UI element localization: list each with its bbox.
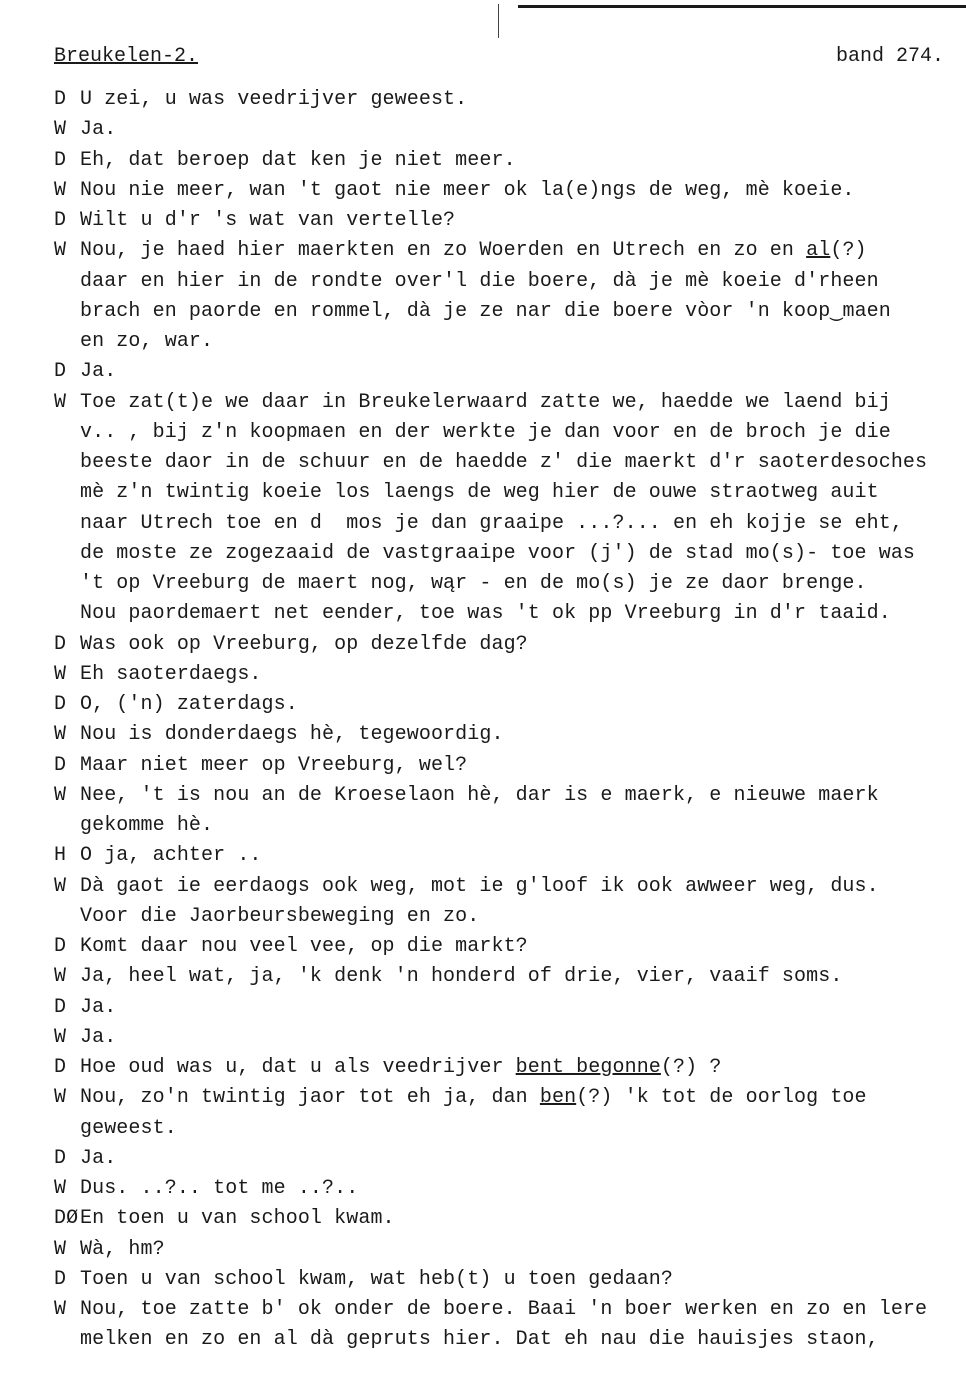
speaker-label: H [54, 844, 67, 868]
line-text-main: Komt daar nou veel vee, op die markt? [80, 935, 528, 958]
page-title: Breukelen-2. [54, 45, 199, 68]
transcript-line [54, 297, 954, 327]
line-text-main: Eh, dat beroep dat ken je niet meer. [80, 148, 516, 172]
speaker-label: W [54, 965, 67, 989]
speaker-label [54, 448, 80, 478]
transcript-line [54, 236, 954, 266]
transcript-line [54, 781, 954, 811]
line-text-main: Ja. [80, 995, 117, 1019]
speaker-label: W [54, 390, 67, 414]
line-text-main: en zo, war. [80, 330, 214, 353]
transcript-line [54, 357, 954, 387]
margin-tick [498, 4, 499, 38]
line-text-main: Maar niet meer op Vreeburg, wel? [80, 753, 468, 777]
speaker-label: D [54, 148, 67, 172]
transcript-line [54, 1083, 954, 1113]
line-text-main: Was ook op Vreeburg, op dezelfde dag? [80, 632, 528, 656]
speaker-label [54, 902, 80, 932]
line-text-main: beeste daor in de schuur en de haedde z' die maerkt d'r saoterdesoches [80, 451, 928, 474]
transcript-line [54, 872, 954, 902]
speaker-label: D [54, 1146, 67, 1170]
line-text-main: Wà, hm? [80, 1237, 165, 1261]
speaker-label [54, 267, 80, 297]
transcript-line [54, 327, 954, 357]
line-text-main: melken en zo en al dà gepruts hier. Dat eh nau die hauisjes staon, [80, 1328, 879, 1352]
speaker-label: W [54, 239, 67, 263]
line-text-main: Nou paordemaert net eender, toe was 't ok pp Vreeburg in d'r taaid. [80, 602, 891, 626]
line-text-main: En toen u van school kwam. [80, 1207, 395, 1231]
line-text-main: O ja, achter .. [80, 844, 262, 868]
speaker-label [54, 478, 80, 508]
line-text-tail: (?) 'k tot de oorlog toe [576, 1086, 867, 1110]
transcript-line [54, 720, 954, 750]
transcript-line [54, 418, 954, 448]
line-text-main: Nee, 't is nou an de Kroeselaon hè, dar is e maerk, e nieuwe maerk [80, 783, 879, 807]
speaker-label [54, 297, 80, 327]
underlined-word: ben [539, 1086, 577, 1110]
speaker-label [54, 1325, 80, 1355]
transcript-line [54, 841, 954, 871]
line-text [80, 478, 954, 508]
line-text-main: O, ('n) zaterdags. [80, 693, 298, 716]
line-text [80, 781, 954, 811]
line-text [80, 327, 954, 357]
line-text [80, 85, 954, 115]
line-text [80, 993, 954, 1023]
transcript-line [54, 569, 954, 599]
transcript-line [54, 176, 954, 206]
speaker-label: D [54, 995, 67, 1019]
line-text-main: Nou is donderdaegs hè, tegewoordig. [80, 723, 504, 747]
line-text [80, 1325, 954, 1355]
line-text-main: gekomme hè. [80, 814, 214, 837]
transcript-line [54, 993, 954, 1023]
line-text [80, 1265, 954, 1295]
line-text [80, 539, 954, 569]
line-text-main: Toen u van school kwam, wat heb(t) u toen gedaan? [80, 1267, 673, 1291]
speaker-label: D [54, 693, 67, 716]
line-text-main: 't op Vreeburg de maert nog, wąr - en de mo(s) je ze daor brenge. [80, 572, 867, 595]
line-text [80, 872, 954, 902]
speaker-label [54, 811, 80, 841]
line-text [80, 1235, 954, 1265]
line-text-main: Ja, heel wat, ja, 'k denk 'n honderd of drie, vier, vaaif soms. [80, 965, 843, 989]
line-text [80, 1295, 954, 1325]
line-text-main: Ja. [80, 360, 117, 384]
line-text-main: Eh saoterdaegs. [80, 662, 262, 686]
speaker-label: W [54, 1298, 67, 1321]
line-text-main: de moste ze zogezaaid de vastgraaipe voor (j') de stad mo(s)- toe was [80, 541, 916, 565]
line-text [80, 146, 954, 176]
transcript-line [54, 1325, 954, 1355]
line-text [80, 751, 954, 781]
transcript-line [54, 115, 954, 145]
line-text [80, 357, 954, 387]
transcript-line [54, 1295, 954, 1325]
transcript [54, 85, 954, 1356]
speaker-label: D [54, 632, 67, 656]
line-text [80, 236, 954, 266]
line-text-main: daar en hier in de rondte over'l die boere, dà je mè koeie d'rheen [80, 269, 879, 293]
speaker-label [54, 599, 80, 629]
speaker-label: DØ [54, 1207, 79, 1231]
speaker-label: D [54, 88, 67, 111]
line-text [80, 811, 954, 841]
line-text-main: Ja. [80, 1146, 117, 1170]
line-text [80, 176, 954, 206]
underlined-word: bent begonne [515, 1056, 661, 1079]
line-text [80, 841, 954, 871]
line-text [80, 1114, 954, 1144]
line-text-tail: (?) ? [660, 1056, 722, 1079]
line-text [80, 1083, 954, 1113]
transcript-line [54, 1204, 954, 1234]
transcript-line [54, 1144, 954, 1174]
line-text-main: Nou, zo'n twintig jaor tot eh ja, dan [80, 1086, 540, 1110]
line-text [80, 267, 954, 297]
line-text-main: Ja. [80, 1025, 117, 1049]
line-text [80, 509, 954, 539]
transcript-line [54, 1114, 954, 1144]
speaker-label [54, 327, 80, 357]
line-text-main: Wilt u d'r 's wat van vertelle? [80, 209, 456, 232]
line-text [80, 1204, 954, 1234]
speaker-label: D [54, 1056, 67, 1079]
speaker-label: D [54, 753, 67, 777]
speaker-label: W [54, 1177, 67, 1200]
line-text [80, 297, 954, 327]
speaker-label: D [54, 360, 67, 384]
line-text [80, 962, 954, 992]
line-text [80, 448, 954, 478]
speaker-label [54, 539, 80, 569]
line-text-main: mè z'n twintig koeie los laengs de weg hier de ouwe straotweg auit [80, 481, 879, 505]
speaker-label: W [54, 1025, 67, 1049]
speaker-label: W [54, 783, 67, 807]
transcript-line [54, 630, 954, 660]
speaker-label: W [54, 723, 67, 747]
line-text [80, 720, 954, 750]
line-text-main: Dà gaot ie eerdaogs ook weg, mot ie g'loof ik ook awweer weg, dus. [80, 874, 879, 898]
line-text [80, 115, 954, 145]
line-text [80, 690, 954, 720]
line-text-main: Ja. [80, 118, 117, 142]
line-text-tail: (?) [830, 239, 867, 263]
speaker-label: D [54, 935, 67, 958]
transcript-line [54, 539, 954, 569]
transcript-line [54, 751, 954, 781]
speaker-label: D [54, 1267, 67, 1291]
speaker-label [54, 509, 80, 539]
line-text [80, 1023, 954, 1053]
transcript-line [54, 85, 954, 115]
speaker-label: W [54, 1237, 67, 1261]
line-text [80, 902, 954, 932]
transcript-line [54, 690, 954, 720]
line-text [80, 418, 954, 448]
transcript-line [54, 1023, 954, 1053]
line-text [80, 599, 954, 629]
transcript-line [54, 902, 954, 932]
speaker-label [54, 569, 80, 599]
line-text-main: Nou, toe zatte b' ok onder de boere. Baai 'n boer werken en zo en lere [80, 1298, 928, 1321]
line-text [80, 660, 954, 690]
transcript-line [54, 932, 954, 962]
transcript-line [54, 599, 954, 629]
transcript-line [54, 962, 954, 992]
line-text [80, 206, 954, 236]
transcript-line [54, 509, 954, 539]
speaker-label: W [54, 1086, 67, 1110]
top-rule [518, 5, 966, 8]
line-text-main: U zei, u was veedrijver geweest. [80, 88, 468, 111]
line-text-main: Nou nie meer, wan 't gaot nie meer ok la(e)ngs de weg, mè koeie. [80, 178, 855, 202]
line-text-main: v.. , bij z'n koopmaen en der werkte je dan voor en de broch je die [80, 420, 891, 444]
line-text-main: Nou, je haed hier maerkten en zo Woerden en Utrech en zo en [80, 239, 807, 263]
transcript-line [54, 1053, 954, 1083]
line-text-main: geweest. [80, 1116, 177, 1140]
speaker-label: W [54, 178, 67, 202]
line-text-main: Dus. ..?.. tot me ..?.. [80, 1177, 359, 1200]
speaker-label: D [54, 209, 67, 232]
line-text [80, 630, 954, 660]
line-text [80, 1174, 954, 1204]
line-text-main: brach en paorde en rommel, dà je ze nar die boere vòor 'n koop‿maen [80, 299, 891, 323]
line-text [80, 1144, 954, 1174]
transcript-line [54, 146, 954, 176]
speaker-label [54, 418, 80, 448]
line-text-main: naar Utrech toe en d mos je dan graaipe ...?... en eh kojje se eht, [80, 511, 903, 535]
underlined-word: al [806, 239, 831, 263]
transcript-line [54, 1235, 954, 1265]
transcript-line [54, 267, 954, 297]
transcript-line [54, 1265, 954, 1295]
line-text [80, 1053, 954, 1083]
transcript-line [54, 660, 954, 690]
tape-number: band 274. [836, 45, 945, 68]
speaker-label: W [54, 662, 67, 686]
line-text-main: Hoe oud was u, dat u als veedrijver [80, 1056, 516, 1079]
transcript-line [54, 206, 954, 236]
line-text [80, 388, 954, 418]
line-text-main: Voor die Jaorbeursbeweging en zo. [80, 904, 480, 928]
transcript-line [54, 1174, 954, 1204]
line-text-main: Toe zat(t)e we daar in Breukelerwaard zatte we, haedde we laend bij [80, 390, 891, 414]
transcript-line [54, 811, 954, 841]
transcript-line [54, 478, 954, 508]
speaker-label [54, 1114, 80, 1144]
transcript-line [54, 448, 954, 478]
transcript-line [54, 388, 954, 418]
speaker-label: W [54, 118, 67, 142]
line-text [80, 569, 954, 599]
line-text [80, 932, 954, 962]
speaker-label: W [54, 874, 67, 898]
